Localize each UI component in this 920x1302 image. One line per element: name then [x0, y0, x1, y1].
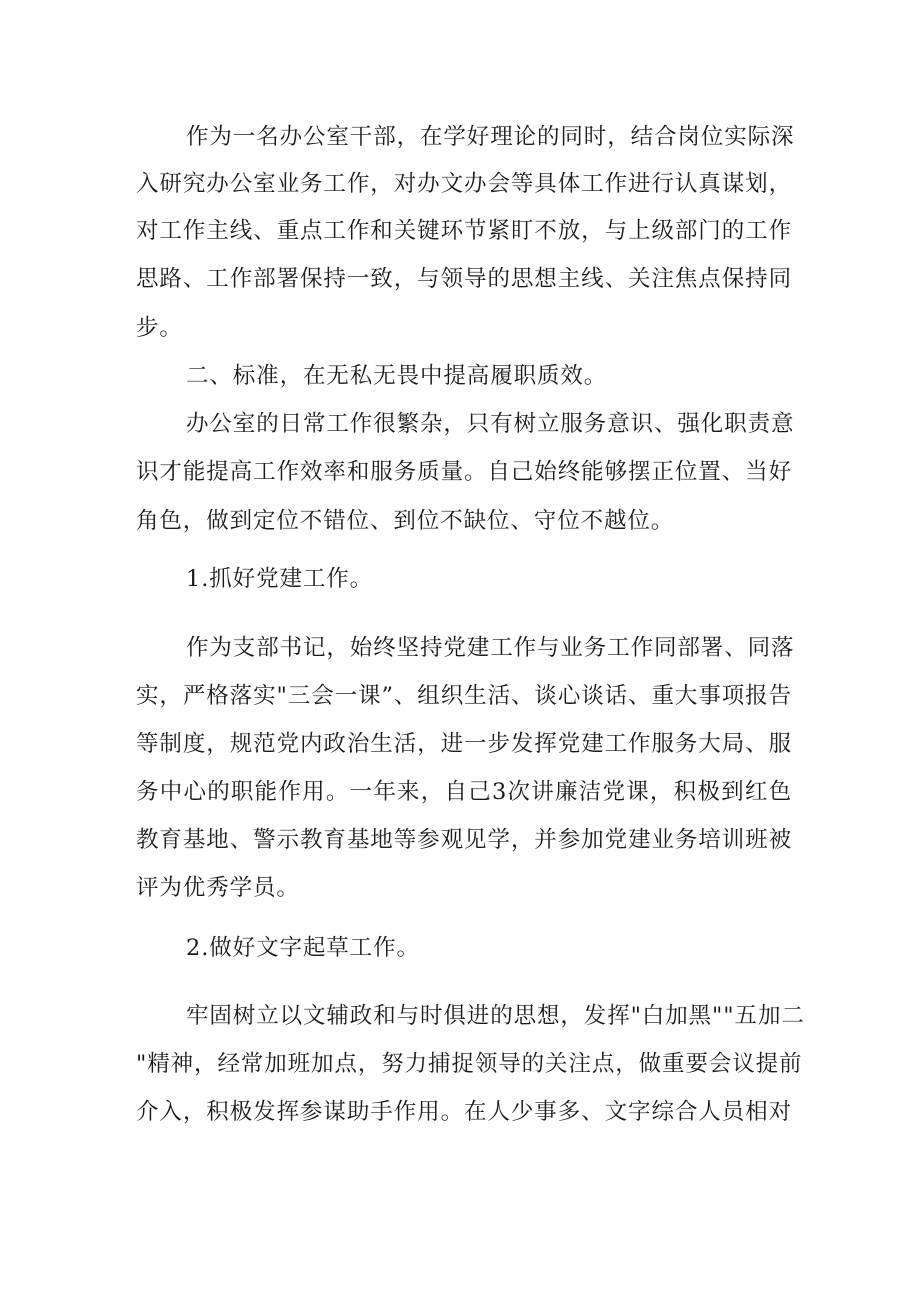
- paragraph-line: 角色，做到定位不错位、到位不缺位、守位不越位。: [136, 508, 675, 534]
- paragraph-line: 作为一名办公室干部，在学好理论的同时，结合岗位实际深: [186, 124, 795, 150]
- paragraph-line: 识才能提高工作效率和服务质量。自己始终能够摆正位置、当好: [136, 459, 792, 485]
- paragraph-line: "精神，经常加班加点，努力捕捉领导的关注点，做重要会议提前: [136, 1051, 803, 1077]
- paragraph-line: 入研究办公室业务工作，对办文办会等具体工作进行认真谋划，: [136, 171, 792, 197]
- paragraph-line: 对工作主线、重点工作和关键环节紧盯不放，与上级部门的工作: [136, 218, 792, 244]
- paragraph-line: 教育基地、警示教育基地等参观见学，并参加党建业务培训班被: [136, 827, 792, 853]
- paragraph-line: 思路、工作部署保持一致，与领导的思想主线、关注焦点保持同: [136, 266, 792, 292]
- paragraph-line: 作为支部书记，始终坚持党建工作与业务工作同部署、同落: [186, 635, 795, 661]
- paragraph-line: 步。: [136, 315, 183, 341]
- paragraph-line: 等制度，规范党内政治生活，进一步发挥党建工作服务大局、服: [136, 731, 792, 757]
- paragraph-line: 评为优秀学员。: [136, 875, 300, 901]
- section-heading: 二、标准，在无私无畏中提高履职质效。: [186, 363, 608, 389]
- paragraph-line: 务中心的职能作用。一年来，自己3次讲廉洁党课，积极到红色: [136, 779, 792, 805]
- paragraph-line: 介入，积极发挥参谋助手作用。在人少事多、文字综合人员相对: [136, 1099, 792, 1125]
- paragraph-line: 办公室的日常工作很繁杂，只有树立服务意识、强化职责意: [186, 411, 795, 437]
- paragraph-line: 牢固树立以文辅政和与时俱进的思想，发挥"白加黑""五加二: [186, 1003, 805, 1029]
- paragraph-line: 实，严格落实"三会一课”、组织生活、谈心谈话、重大事项报告: [136, 683, 792, 709]
- subsection-heading: 2.做好文字起草工作。: [186, 935, 420, 961]
- subsection-heading: 1.抓好党建工作。: [186, 566, 374, 592]
